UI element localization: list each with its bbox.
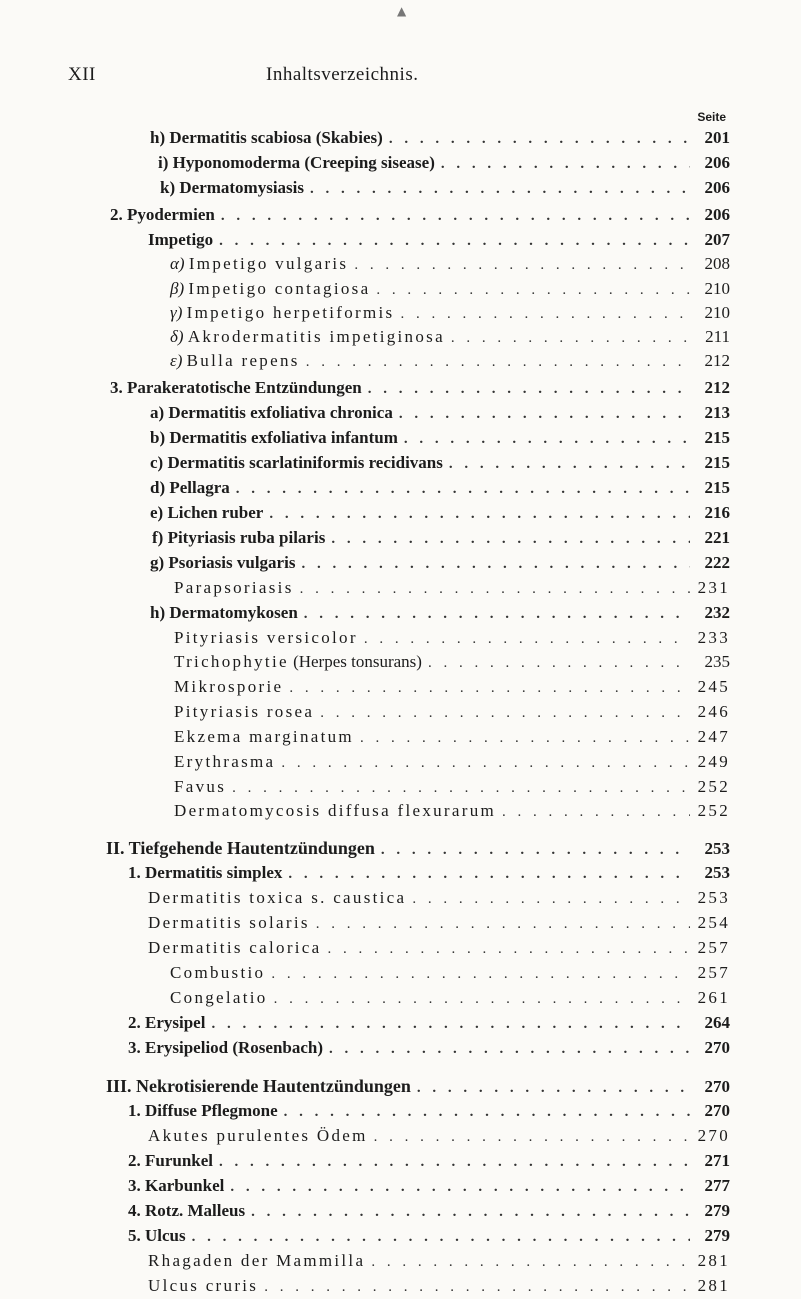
toc-entry: Dermatomycosis diffusa flexurarum . . . 252 <box>174 799 730 823</box>
toc-entry: Ulcus cruris . . . 281 <box>148 1274 730 1298</box>
toc-entry: d) Pellagra . . . 215 <box>150 476 730 500</box>
toc-entry: Mikrosporie . . . 245 <box>174 675 730 699</box>
toc-entry: Erythrasma . . . 249 <box>174 750 730 774</box>
toc-entry: c) Dermatitis scarlatiniformis recidivans . . . 215 <box>150 451 730 475</box>
toc-entry: III. Nekrotisierende Hautentzündungen . . . 270 <box>106 1074 730 1098</box>
page-number: XII <box>68 64 96 85</box>
toc-entry: 2. Erysipel . . . 264 <box>128 1011 730 1035</box>
toc-entry: Parapsoriasis . . . 231 <box>174 576 730 600</box>
toc-entry: g) Psoriasis vulgaris . . . 222 <box>150 551 730 575</box>
toc-entry: 1. Dermatitis simplex . . . 253 <box>128 861 730 885</box>
page-title: Inhaltsverzeichnis. <box>266 64 419 85</box>
toc-entry: 2. Pyodermien . . . 206 <box>110 203 730 227</box>
toc-entry: Impetigo . . . 207 <box>148 228 730 252</box>
toc-entry: Combustio . . . 257 <box>170 961 730 985</box>
toc-entry: h) Dermatitis scabiosa (Skabies) . . . 201 <box>150 126 730 150</box>
toc-entry: 3. Karbunkel . . . 277 <box>128 1174 730 1198</box>
toc-entry: 3. Erysipeliod (Rosenbach) . . . 270 <box>128 1036 730 1060</box>
toc-entry: 3. Parakeratotische Entzündungen . . . 212 <box>110 376 730 400</box>
toc-entry: i) Hyponomoderma (Creeping sisease) . . . 206 <box>158 151 730 175</box>
toc-entry: 2. Furunkel . . . 271 <box>128 1149 730 1173</box>
toc-entry: β) Impetigo contagiosa . . . 210 <box>170 277 730 301</box>
toc-entry: 1. Diffuse Pflegmone . . . 270 <box>128 1099 730 1123</box>
toc-entry: Rhagaden der Mammilla . . . 281 <box>148 1249 730 1273</box>
toc-entry: h) Dermatomykosen . . . 232 <box>150 601 730 625</box>
toc-entry: Akutes purulentes Ödem . . . 270 <box>148 1124 730 1148</box>
toc-entry: f) Pityriasis ruba pilaris . . . 221 <box>152 526 730 550</box>
toc-entry: II. Tiefgehende Hautentzündungen . . . 253 <box>106 836 730 860</box>
toc-entry: Ekzema marginatum . . . 247 <box>174 725 730 749</box>
toc-entry: k) Dermatomysiasis . . . 206 <box>160 176 730 200</box>
toc-entry: Favus . . . 252 <box>174 775 730 799</box>
toc-entry: 5. Ulcus . . . 279 <box>128 1224 730 1248</box>
toc-entry: e) Lichen ruber . . . 216 <box>150 501 730 525</box>
toc-entry: a) Dermatitis exfoliativa chronica . . . 213 <box>150 401 730 425</box>
toc-entry: Trichophytie (Herpes tonsurans) . . . 235 <box>174 650 730 674</box>
toc-entry: α) Impetigo vulgaris . . . 208 <box>170 252 730 276</box>
print-mark: ▲ <box>397 4 407 18</box>
column-label-seite: Seite <box>697 110 726 124</box>
toc-entry: Dermatitis solaris . . . 254 <box>148 911 730 935</box>
toc-entry: δ) Akrodermatitis impetiginosa . . . 211 <box>170 325 730 349</box>
toc-entry: Pityriasis rosea . . . 246 <box>174 700 730 724</box>
toc-entry: Dermatitis toxica s. caustica . . . 253 <box>148 886 730 910</box>
toc-entry: 4. Rotz. Malleus . . . 279 <box>128 1199 730 1223</box>
toc-entry: ε) Bulla repens . . . 212 <box>170 349 730 373</box>
toc-entry: Dermatitis calorica . . . 257 <box>148 936 730 960</box>
page-header <box>68 64 728 88</box>
toc-entry: γ) Impetigo herpetiformis . . . 210 <box>170 301 730 325</box>
toc-entry: Congelatio . . . 261 <box>170 986 730 1010</box>
toc-entry: b) Dermatitis exfoliativa infantum . . . 215 <box>150 426 730 450</box>
toc-entry: Pityriasis versicolor . . . 233 <box>174 626 730 650</box>
